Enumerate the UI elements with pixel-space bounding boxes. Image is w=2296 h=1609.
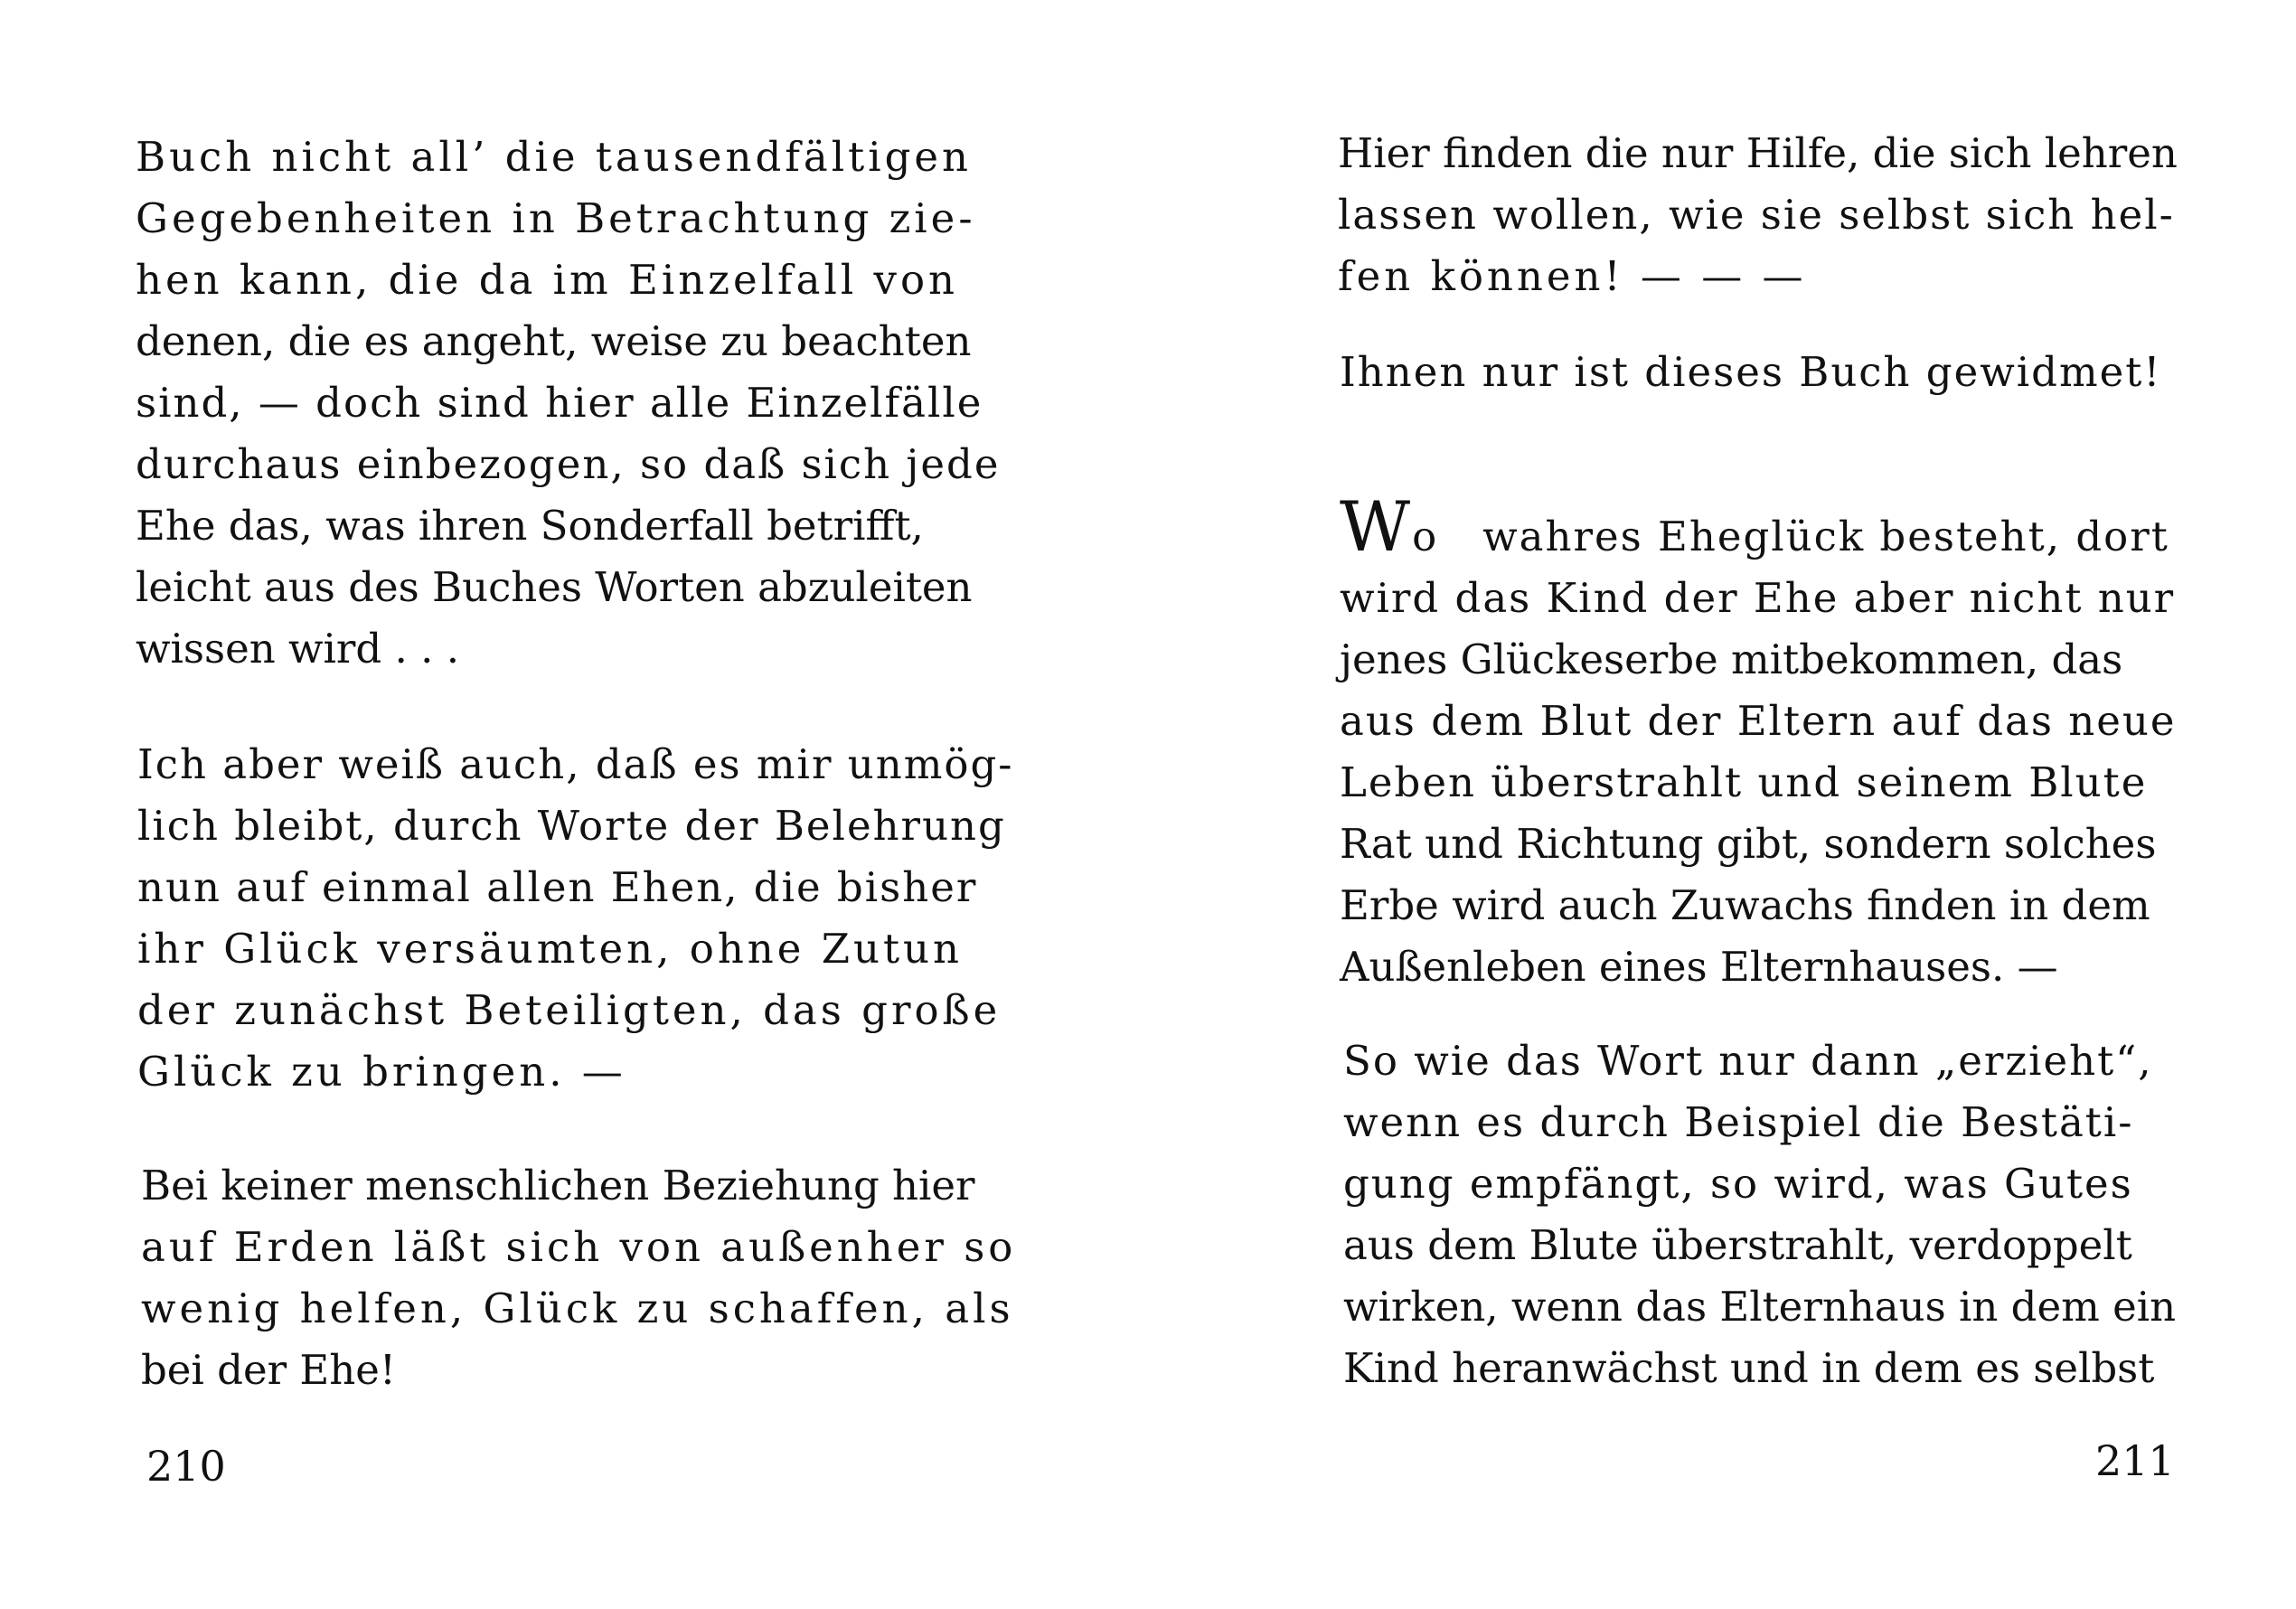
text-line: sind, — doch sind hier alle Einzelfälle: [136, 379, 983, 427]
text-line: wenig helfen, Glück zu schaffen, als: [141, 1284, 1014, 1332]
right-paragraph-1: [1338, 123, 2178, 307]
text-line: Ehe das, was ihren Sonderfall betrifft,: [136, 502, 924, 550]
text-line: wirken, wenn das Elternhaus in dem ein: [1343, 1283, 2177, 1331]
left-paragraph-1: [136, 127, 1000, 680]
left-paragraph-3: [141, 1155, 1016, 1401]
text-line: wird das Kind der Ehe aber nicht nur: [1340, 574, 2176, 622]
text-line: der zunächst Beteiligten, das große: [137, 986, 1002, 1034]
text-line-rest: o wahres Eheglück besteht, dort: [1412, 513, 2169, 560]
text-line: Leben überstrahlt und seinem Blute: [1340, 758, 2148, 806]
page-number-left: 210: [146, 1442, 226, 1491]
text-line: auf Erden läßt sich von außenher so: [141, 1223, 1017, 1271]
text-line: leicht aus des Buches Worten abzuleiten: [136, 563, 973, 611]
text-line: Bei keiner menschlichen Beziehung hier: [141, 1162, 975, 1209]
text-line: gung empfängt, so wird, was Gutes: [1343, 1160, 2133, 1208]
text-line: ihr Glück versäumten, ohne Zutun: [137, 925, 964, 973]
right-paragraph-2: [1340, 342, 2161, 403]
text-line: Ich aber weiß auch, daß es mir unmög-: [137, 740, 1014, 788]
text-line: Kind heranwächst und in dem es selbst: [1343, 1344, 2155, 1392]
right-paragraph-3: [1340, 486, 2177, 998]
text-line: Rat und Richtung gibt, sondern solches: [1340, 820, 2157, 868]
text-line: jenes Glückeserbe mitbekommen, das: [1340, 635, 2123, 683]
text-line: wenn es durch Beispiel die Bestäti-: [1343, 1098, 2134, 1146]
text-line: Hier finden die nur Hilfe, die sich lehren: [1338, 129, 2178, 177]
drop-cap: W: [1340, 486, 1413, 567]
text-line: Gegebenheiten in Betrachtung zie-: [136, 194, 976, 242]
text-line: Ihnen nur ist dieses Buch gewidmet!: [1340, 348, 2162, 396]
text-line: Glück zu bringen. —: [137, 1048, 626, 1096]
text-line: hen kann, die da im Einzelfall von: [136, 256, 959, 304]
text-line: [1340, 486, 2176, 568]
text-line: lich bleibt, durch Worte der Belehrung: [137, 802, 1006, 850]
text-line: bei der Ehe!: [141, 1346, 396, 1394]
text-line: Erbe wird auch Zuwachs finden in dem: [1340, 881, 2150, 929]
text-line: nun auf einmal allen Ehen, die bisher: [137, 863, 978, 911]
text-line: denen, die es angeht, weise zu beachten: [136, 317, 972, 365]
page-number-right: 211: [2095, 1436, 2175, 1485]
left-paragraph-2: [137, 734, 1014, 1103]
text-line: durchaus einbezogen, so daß sich jede: [136, 440, 1001, 488]
text-line: Außenleben eines Elternhauses. —: [1340, 943, 2058, 991]
text-line: fen können! — — —: [1338, 252, 1807, 300]
text-line: wissen wird . . .: [136, 625, 460, 673]
right-paragraph-4: [1343, 1030, 2176, 1399]
text-line: Buch nicht all’ die tausendfältigen: [136, 133, 973, 181]
text-line: aus dem Blute überstrahlt, verdoppelt: [1343, 1221, 2132, 1269]
text-line: So wie das Wort nur dann „erzieht“,: [1343, 1037, 2153, 1085]
right-page: [1148, 0, 2296, 1609]
text-line: aus dem Blut der Eltern auf das neue: [1340, 697, 2177, 745]
text-line: lassen wollen, wie sie selbst sich hel-: [1338, 191, 2175, 239]
